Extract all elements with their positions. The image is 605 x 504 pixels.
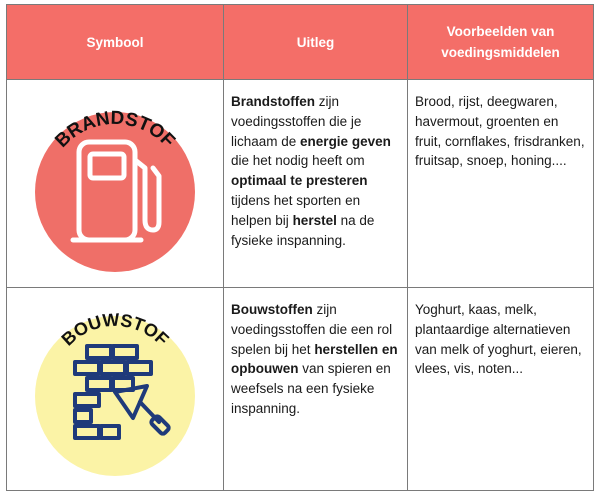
uitleg-cell-bouwstof: [224, 288, 408, 491]
uitleg-bold-segment: Brandstoffen: [231, 94, 315, 109]
uitleg-segment: na de fysieke inspanning.: [231, 212, 375, 248]
uitleg-text-brandstof: [224, 80, 407, 250]
voorbeelden-cell-bouwstof: [408, 288, 594, 491]
uitleg-segment: die het nodig heeft om: [231, 153, 365, 169]
bouwstof-circle: [35, 316, 195, 476]
table-row-brandstof: [7, 80, 594, 288]
uitleg-text-bouwstof: [224, 288, 407, 419]
symbol-cell-bouwstof: [7, 288, 224, 491]
uitleg-segment: tijdens het sporten en helpen bij: [231, 192, 361, 228]
uitleg-segment: zijn voedingsstoffen die je lichaam de: [231, 94, 362, 149]
voorbeelden-text-brandstof: Brood, rijst, deegwaren, havermout, groenten en fruit, cornflakes, frisdranken, fruitsap, snoep, honing....: [415, 94, 585, 169]
bouwstof-symbol: [7, 288, 223, 490]
uitleg-segment: van spieren en weefsels na een fysieke inspanning.: [231, 361, 391, 416]
header-voorbeelden: Voorbeelden van voedingsmiddelen: [408, 5, 594, 80]
table-row-bouwstof: [7, 288, 594, 491]
voorbeelden-cell-brandstof: [408, 80, 594, 288]
nutrition-table: [6, 4, 594, 491]
uitleg-bold-segment: energie geven: [300, 133, 391, 149]
uitleg-bold-segment: herstel: [292, 212, 337, 228]
brandstof-label: BRANDSTOF: [51, 107, 179, 152]
uitleg-cell-brandstof: [224, 80, 408, 288]
bouwstof-label: BOUWSTOF: [57, 309, 173, 350]
symbol-cell-brandstof: [7, 80, 224, 288]
uitleg-bold-segment: optimaal te presteren: [231, 173, 368, 189]
header-row: [7, 5, 594, 80]
header-uitleg: Uitleg: [224, 5, 408, 80]
uitleg-bold-segment: herstellen en opbouwen: [231, 341, 398, 377]
brandstof-symbol: [7, 80, 223, 287]
uitleg-bold-segment: Bouwstoffen: [231, 302, 313, 317]
voorbeelden-text-bouwstof: Yoghurt, kaas, melk, plantaardige alternatieven van melk of yoghurt, eieren, vlees, vis, noten...: [415, 302, 582, 377]
header-symbool: Symbool: [7, 5, 224, 80]
uitleg-segment: zijn voedingsstoffen die een rol spelen bij het: [231, 302, 393, 357]
